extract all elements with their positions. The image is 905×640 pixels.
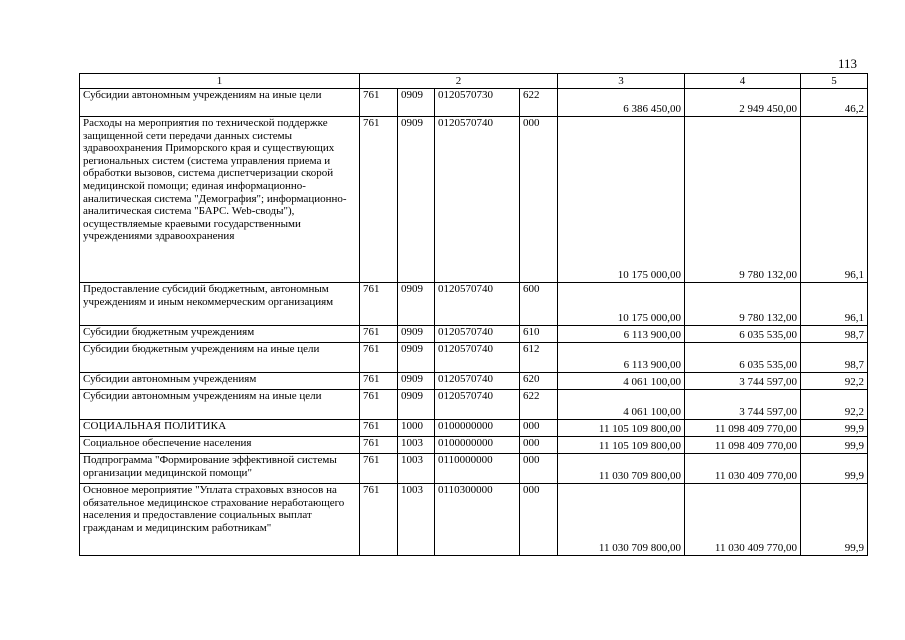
row-section-code: 0909 xyxy=(398,89,435,117)
row-percent: 98,7 xyxy=(801,343,868,373)
row-plan-amount: 6 386 450,00 xyxy=(558,89,685,117)
row-target-code: 0110300000 xyxy=(435,484,520,556)
row-name: Расходы на мероприятия по технической поддержке защищенной сети передачи данных системы здравоохранения Приморского края и существующих региональных систем (система управления приема и обработки вызовов, система диспетчеризации скорой медицинской помощи; единая информационно-аналитическая система "Демография"; информационно-аналитическая система "БАРС. Web-своды"), осуществляемые краевыми государственными учреждениями здравоохранения xyxy=(80,117,360,283)
row-plan-amount: 11 030 709 800,00 xyxy=(558,454,685,484)
row-target-code: 0120570730 xyxy=(435,89,520,117)
row-target-code: 0120570740 xyxy=(435,283,520,326)
table-row xyxy=(80,390,868,420)
row-percent: 92,2 xyxy=(801,390,868,420)
header-col-5: 5 xyxy=(801,74,868,89)
row-fact-amount: 11 030 409 770,00 xyxy=(685,454,801,484)
row-type-code: 620 xyxy=(520,373,558,390)
row-plan-amount: 11 030 709 800,00 xyxy=(558,484,685,556)
row-target-code: 0120570740 xyxy=(435,343,520,373)
row-name: СОЦИАЛЬНАЯ ПОЛИТИКА xyxy=(80,420,360,437)
budget-table xyxy=(79,73,868,556)
row-admin-code: 761 xyxy=(360,390,398,420)
row-admin-code: 761 xyxy=(360,484,398,556)
table-row xyxy=(80,420,868,437)
row-fact-amount: 11 098 409 770,00 xyxy=(685,420,801,437)
row-type-code: 612 xyxy=(520,343,558,373)
row-admin-code: 761 xyxy=(360,326,398,343)
row-name: Социальное обеспечение населения xyxy=(80,437,360,454)
row-section-code: 0909 xyxy=(398,343,435,373)
row-plan-amount: 4 061 100,00 xyxy=(558,373,685,390)
table-row xyxy=(80,454,868,484)
page-number: 113 xyxy=(838,56,858,71)
row-fact-amount: 11 030 409 770,00 xyxy=(685,484,801,556)
row-section-code: 1000 xyxy=(398,420,435,437)
row-target-code: 0120570740 xyxy=(435,373,520,390)
row-percent: 99,9 xyxy=(801,420,868,437)
row-admin-code: 761 xyxy=(360,437,398,454)
row-percent: 99,9 xyxy=(801,454,868,484)
row-type-code: 000 xyxy=(520,484,558,556)
row-section-code: 1003 xyxy=(398,454,435,484)
table-header-row xyxy=(80,74,868,89)
row-name: Предоставление субсидий бюджетным, автономным учреждениям и иным некоммерческим организациям xyxy=(80,283,360,326)
row-percent: 99,9 xyxy=(801,437,868,454)
row-target-code: 0120570740 xyxy=(435,117,520,283)
row-fact-amount: 3 744 597,00 xyxy=(685,390,801,420)
row-name: Подпрограмма "Формирование эффективной системы организации медицинской помощи" xyxy=(80,454,360,484)
table-row xyxy=(80,117,868,283)
row-plan-amount: 6 113 900,00 xyxy=(558,326,685,343)
row-name: Основное мероприятие "Уплата страховых взносов на обязательное медицинское страхование неработающего населения и предоставление социальных выплат гражданам и медицинским работникам" xyxy=(80,484,360,556)
row-name: Субсидии автономным учреждениям на иные цели xyxy=(80,89,360,117)
row-section-code: 1003 xyxy=(398,437,435,454)
row-plan-amount: 11 105 109 800,00 xyxy=(558,437,685,454)
row-target-code: 0120570740 xyxy=(435,390,520,420)
header-col-1: 1 xyxy=(80,74,360,89)
row-section-code: 1003 xyxy=(398,484,435,556)
table-row xyxy=(80,343,868,373)
row-percent: 96,1 xyxy=(801,117,868,283)
row-section-code: 0909 xyxy=(398,373,435,390)
row-fact-amount: 3 744 597,00 xyxy=(685,373,801,390)
row-fact-amount: 2 949 450,00 xyxy=(685,89,801,117)
row-type-code: 622 xyxy=(520,89,558,117)
row-target-code: 0120570740 xyxy=(435,326,520,343)
table-row xyxy=(80,484,868,556)
row-target-code: 0110000000 xyxy=(435,454,520,484)
row-plan-amount: 11 105 109 800,00 xyxy=(558,420,685,437)
header-col-3: 3 xyxy=(558,74,685,89)
row-admin-code: 761 xyxy=(360,117,398,283)
table-row xyxy=(80,326,868,343)
row-section-code: 0909 xyxy=(398,390,435,420)
row-admin-code: 761 xyxy=(360,89,398,117)
row-type-code: 000 xyxy=(520,437,558,454)
row-type-code: 622 xyxy=(520,390,558,420)
row-name: Субсидии бюджетным учреждениям на иные цели xyxy=(80,343,360,373)
row-type-code: 000 xyxy=(520,117,558,283)
row-section-code: 0909 xyxy=(398,283,435,326)
row-target-code: 0100000000 xyxy=(435,420,520,437)
row-percent: 99,9 xyxy=(801,484,868,556)
row-fact-amount: 6 035 535,00 xyxy=(685,343,801,373)
row-plan-amount: 10 175 000,00 xyxy=(558,117,685,283)
row-admin-code: 761 xyxy=(360,420,398,437)
row-fact-amount: 6 035 535,00 xyxy=(685,326,801,343)
row-target-code: 0100000000 xyxy=(435,437,520,454)
row-percent: 98,7 xyxy=(801,326,868,343)
row-plan-amount: 4 061 100,00 xyxy=(558,390,685,420)
row-admin-code: 761 xyxy=(360,283,398,326)
row-section-code: 0909 xyxy=(398,326,435,343)
row-type-code: 000 xyxy=(520,420,558,437)
row-fact-amount: 9 780 132,00 xyxy=(685,283,801,326)
row-type-code: 610 xyxy=(520,326,558,343)
table-row xyxy=(80,283,868,326)
row-name: Субсидии автономным учреждениям на иные цели xyxy=(80,390,360,420)
row-percent: 92,2 xyxy=(801,373,868,390)
row-admin-code: 761 xyxy=(360,454,398,484)
row-percent: 46,2 xyxy=(801,89,868,117)
row-admin-code: 761 xyxy=(360,343,398,373)
row-fact-amount: 11 098 409 770,00 xyxy=(685,437,801,454)
row-type-code: 000 xyxy=(520,454,558,484)
row-fact-amount: 9 780 132,00 xyxy=(685,117,801,283)
row-plan-amount: 10 175 000,00 xyxy=(558,283,685,326)
row-percent: 96,1 xyxy=(801,283,868,326)
row-admin-code: 761 xyxy=(360,373,398,390)
row-type-code: 600 xyxy=(520,283,558,326)
header-col-4: 4 xyxy=(685,74,801,89)
row-name: Субсидии автономным учреждениям xyxy=(80,373,360,390)
table-row xyxy=(80,373,868,390)
row-section-code: 0909 xyxy=(398,117,435,283)
row-plan-amount: 6 113 900,00 xyxy=(558,343,685,373)
header-col-2: 2 xyxy=(360,74,558,89)
table-row xyxy=(80,437,868,454)
table-row xyxy=(80,89,868,117)
row-name: Субсидии бюджетным учреждениям xyxy=(80,326,360,343)
